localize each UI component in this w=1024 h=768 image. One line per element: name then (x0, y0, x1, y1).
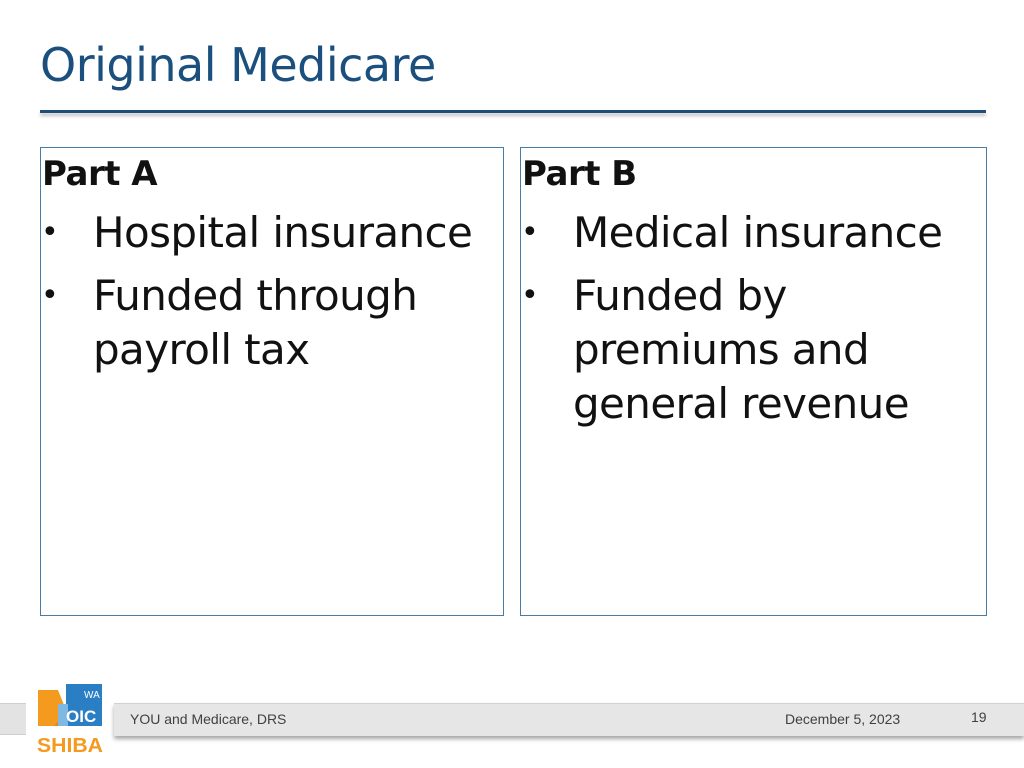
list-item (41, 206, 499, 260)
part-b-heading: Part B (522, 154, 637, 194)
footer-left-stub (0, 703, 26, 735)
part-a-heading: Part A (42, 154, 158, 194)
part-b-panel (520, 147, 987, 616)
list-item (521, 269, 982, 431)
footer-date: December 5, 2023 (785, 711, 901, 727)
part-a-panel (40, 147, 504, 616)
bullet-icon: • (521, 278, 539, 313)
logo-text-oic: OIC (66, 707, 97, 726)
bullet-text: Funded by premiums and general revenue (573, 271, 909, 428)
wa-oic-shiba-logo (36, 684, 104, 758)
slide-title: Original Medicare (40, 38, 436, 92)
logo-text-wa: WA (84, 690, 100, 701)
bullet-icon: • (41, 278, 59, 313)
title-underline (40, 110, 986, 113)
bullet-text: Funded through payroll tax (93, 271, 418, 374)
list-item (41, 269, 499, 377)
bullet-text: Medical insurance (573, 208, 943, 257)
footer-presentation-title: YOU and Medicare, DRS (130, 711, 287, 727)
logo-text-shiba: SHIBA (37, 735, 103, 757)
part-b-bullet-list (521, 206, 982, 440)
bullet-icon: • (521, 215, 539, 250)
list-item (521, 206, 982, 260)
part-a-bullet-list (41, 206, 499, 386)
bullet-icon: • (41, 215, 59, 250)
bullet-text: Hospital insurance (93, 208, 473, 257)
slide-number: 19 (971, 709, 987, 725)
